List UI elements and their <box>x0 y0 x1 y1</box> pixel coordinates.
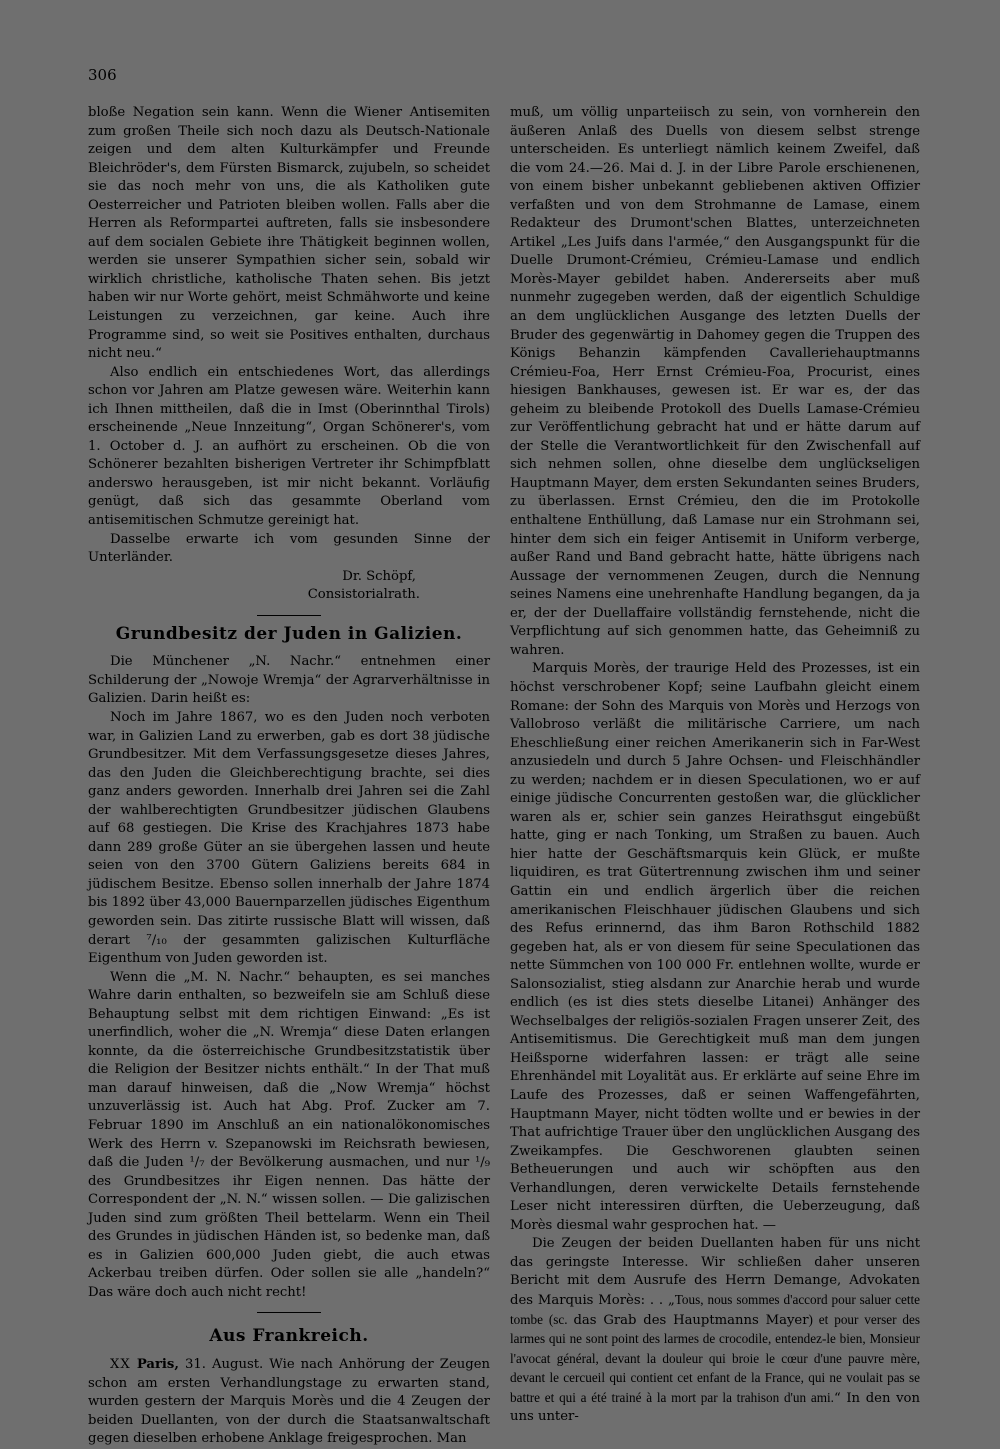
french-quote: Tous, nous sommes d'accord pour saluer cette tombe (sc. <box>510 1292 920 1327</box>
section-heading-france: Aus Frankreich. <box>209 1326 369 1347</box>
quote-insertion: das Grab des Hauptmanns Mayer <box>573 1312 809 1328</box>
article-paragraph: Marquis Morès, der traurige Held des Prozesses, ist ein höchst verschrobener Kopf; seine Laufbahn gleicht einem Romane: der Sohn des Marquis von Morès und Herzogs von Vallobroso verläßt die militärische Carriere, um nach Eheschließung einer reichen Amerikanerin sich in Far-West anzusiedeln und durch 5 Jahre Ochsen- und Fleischhändler zu werden; nachdem er in diesen Speculationen, wo er auf einige jüdische Concurrenten gestoßen war, die glücklicher waren als er, schier sein ganzes Heirathsgut eingebüßt hatte, ging er nach Tonking, um Straßen zu bauen. Auch hier hatte der Geschäftsmarquis kein Glück, er mußte liquidiren, es trat Gütertrennung zwischen ihm und seiner Gattin ein und endlich ärgerlich über die reichen amerikanischen Fleischhauer jüdischen Glaubens und sich des Refus erinnernd, das ihm Baron Rothschild 1882 gegeben hat, als er von diesem für seine Speculationen das nette Sümmchen von 100 000 Fr. entlehnen wollte, wurde er Salonsozialist, stieg alsdann zur Anarchie herab und wurde endlich (es ist dies stets dieselbe Litanei) Anhänger des Wechselbalges der religiös-sozialen Fragen unserer Zeit, des Antisemitismus. Die Gerechtigkeit muß man dem jungen Heißsporne widerfahren lassen: er trägt alle seine Ehrenhändel mit Loyalität aus. Er erklärte auf seine Ehre im Laufe des Prozesses, daß er seinen Waffengefährten, Hauptmann Mayer, nicht tödten wollte und er bewies in der That aufrichtige Trauer über den unglücklichen Ausgang des Zweikampfes. Die Geschworenen glaubten seinen Betheuerungen und auch wir schöpften aus den Verhandlungen, deren verwickelte Details fernstehende Leser nicht interessiren dürften, die Ueberzeugung, daß Morès diesmal wahr gesprochen hat. — <box>510 661 920 1233</box>
article-continuation-paragraph: muß, um völlig unparteiisch zu sein, von vornherein den äußeren Anlaß des Duells von diesem selbst strenge unterscheiden. Es unterliegt nämlich keinem Zweifel, daß die vom 24.—26. Mai d. J. in der Libre Parole erschienenen, von einem bisher unbekannt gebliebenen aktiven Offizier verfaßten und von dem Strohmanne de Lamase, einem Redakteur des Drumont'schen Blattes, unterzeichneten Artikel „Les Juifs dans l'armée,“ den Ausgangspunkt für die Duelle Drumont-Crémieu, Crémieu-Lamase und endlich Morès-Mayer gebildet haben. Andererseits aber muß nunmehr zugegeben werden, daß der eigentlich Schuldige an dem unglücklichen Ausgange des letzten Duells der Bruder des gegenwärtig in Dahomey gegen die Truppen des Königs Behanzin kämpfenden Cavalleriehauptmanns Crémieu-Foa, Herr Ernst Crémieu-Foa, Procurist, eines hiesigen Bankhauses, gewesen ist. Er war es, der das geheim zu bleibende Protokoll des Duells Lamase-Crémieu zur Veröffentlichung gebracht hat und er hätte darum auf der Stelle die Verantwortlichkeit für den Zwischenfall auf sich nehmen sollen, ohne dieselbe dem unglückseligen Hauptmann Mayer, dem ersten Sekundanten seines Bruders, zu überlassen. Ernst Crémieu, den die im Protokolle enthaltene Enthüllung, daß Lamase nur ein Strohmann sei, hinter dem sich ein feiger Antisemit in Uniform verberge, außer Rand und Band gebracht hatte, hätte übrigens nach Aussage der vernommenen Zeugen, durch die Nennung seines Namens eine unehrenhafte Handlung begangen, da ja er, der der Duellaffaire vollständig fernstehende, nicht die Verpflichtung auf sich genommen hatte, das Geheimniß zu wahren. <box>510 105 920 658</box>
lead-text: 31. August. Wie nach Anhörung der Zeugen schon am ersten Verhandlungstage zu erwarten stand, wurden gestern der Marquis Morès und die 4 Zeugen der beiden Duellanten, von der durch die Staatsanwaltschaft gegen dieselben erhobene Anklage freigesprochen. Man <box>88 1357 490 1447</box>
article-paragraph: Dasselbe erwarte ich vom gesunden Sinne der Unterländer. <box>88 531 490 566</box>
author-title: Consistorialrath. <box>307 587 420 603</box>
closing-text-start: Die Zeugen der beiden Duellanten haben für uns nicht das geringste Interesse. Wir schließen daher unseren Bericht mit dem Ausrufe des Herrn Demange, Advokaten des Marquis Morès: . . „ <box>510 1236 920 1308</box>
section-divider <box>257 615 321 616</box>
section-heading-galicia: Grundbesitz der Juden in Galizien. <box>115 623 463 644</box>
french-quote: ) et pour verser des larmes qui ne sont point des larmes de crocodile, entendez-le bien, Monsieur l'avocat général, devant la douleur qui broie le cœur d'une pauvre mère, devant le cercueil qui contient cet enfant de la France, qui ne voulait pas se battre et qui a été trainé à la mort par la trahison d'un ami. <box>510 1311 920 1405</box>
left-column <box>88 104 490 1449</box>
article-continuation-paragraph: bloße Negation sein kann. Wenn die Wiener Antisemiten zum großen Theile sich noch dazu als Deutsch-Nationale zeigen und dem alten Kulturkämpfer und Freunde Bleichröder's, dem Fürsten Bismarck, zujubeln, so scheidet sie das noch mehr von uns, die als Katholiken gute Oesterreicher und Patrioten bleiben wollen. Falls aber die Herren als Reformpartei auftreten, falls sie insbesondere auf dem socialen Gebiete ihre Thätigkeit beginnen wollen, werden sie unserer Sympathien sicher sein, sobald wir wirklich christliche, katholische Thaten sehen. Bis jetzt haben wir nur Worte gehört, meist Schmähworte und keine Leistungen zu verzeichnen, gar keine. Auch ihre Programme sind, so weit sie Positives enthalten, durchaus nicht neu.“ <box>88 105 490 362</box>
article-paragraph: Wenn die „M. N. Nachr.“ behaupten, es sei manches Wahre darin enthalten, so bezweifeln sie am Schluß diese Behauptung selbst mit dem richtigen Einwand: „Es ist unerfindlich, woher die „N. Wremja“ diese Daten erlangen konnte, da die österreichische Grundbesitzstatistik über die Religion der Besitzer nichts enthält.“ In der That muß man darauf hinweisen, daß die „Now Wremja“ höchst unzuverlässig ist. Auch hat Abg. Prof. Zucker am 7. Februar 1890 im Anschluß an ein nationalökonomisches Werk des Herrn v. Szepanowski im Reichsrath bewiesen, daß die Juden ¹/₇ der Bevölkerung ausmachen, und nur ¹/₉ des Grundbesitzes ihr Eigen nennen. Das hätte der Correspondent der „N. N.“ wissen sollen. — Die galizischen Juden sind zum größten Theil bettelarm. Wenn ein Theil des Grundes in jüdischen Händen ist, so bedenke man, daß es in Galizien 600,000 Juden giebt, die auch etwas Ackerbau treiben dürfen. Oder sollen sie alle „handeln?“ Das wäre doch auch nicht recht! <box>88 969 490 1300</box>
author-name: Dr. Schöpf, <box>342 568 416 584</box>
correspondent-mark: XX <box>110 1357 131 1372</box>
page-number: 306 <box>88 66 117 84</box>
right-column <box>510 104 920 1427</box>
article-paragraph: Also endlich ein entschiedenes Wort, das allerdings schon vor Jahren am Platze gewesen wäre. Weiterhin kann ich Ihnen mittheilen, daß die in Imst (Oberinnthal Tirols) erscheinende „Neue Innzeitung“, Organ Schönerer's, vom 1. October d. J. an aufhört zu erscheinen. Ob die von Schönerer bezahlten bisherigen Vertreter ihr Schimpfblatt anderswo herausgeben, ist mir nicht bekannt. Vorläufig genügt, daß sich das gesammte Oberland vom antisemitischen Schmutze gereinigt hat. <box>88 364 490 529</box>
closing-paragraph <box>510 1235 920 1426</box>
article-paragraph: Die Münchener „N. Nachr.“ entnehmen einer Schilderung der „Nowoje Wremja“ der Agrarverhältnisse in Galizien. Darin heißt es: <box>88 654 490 707</box>
dateline: Paris, <box>136 1357 179 1372</box>
article-paragraph: Noch im Jahre 1867, wo es den Juden noch verboten war, in Galizien Land zu erwerben, gab es dort 38 jüdische Grundbesitzer. Mit dem Verfassungsgesetze dieses Jahres, das den Juden die Gleichberechtigung brachte, sei dies ganz anders geworden. Innerhalb drei Jahren sei die Zahl der wahlberechtigten Grundbesitzer jüdischen Glaubens auf 68 gestiegen. Die Krise des Krachjahres 1873 habe dann 289 große Güter an sie übergehen lassen und heute seien von den 3700 Gütern Galiziens bereits 684 in jüdischem Besitze. Ebenso sollen innerhalb der Jahre 1874 bis 1892 über 43,000 Bauernparzellen jüdisches Eigenthum geworden sein. Das zitirte russische Blatt will wissen, daß derart ⁷/₁₀ der gesammten galizischen Kulturfläche Eigenthum von Juden geworden ist. <box>88 709 490 967</box>
section-divider <box>257 1312 321 1313</box>
article-lead-paragraph <box>88 1356 490 1449</box>
closing-text-end: “ In den von uns unter- <box>510 1390 920 1425</box>
